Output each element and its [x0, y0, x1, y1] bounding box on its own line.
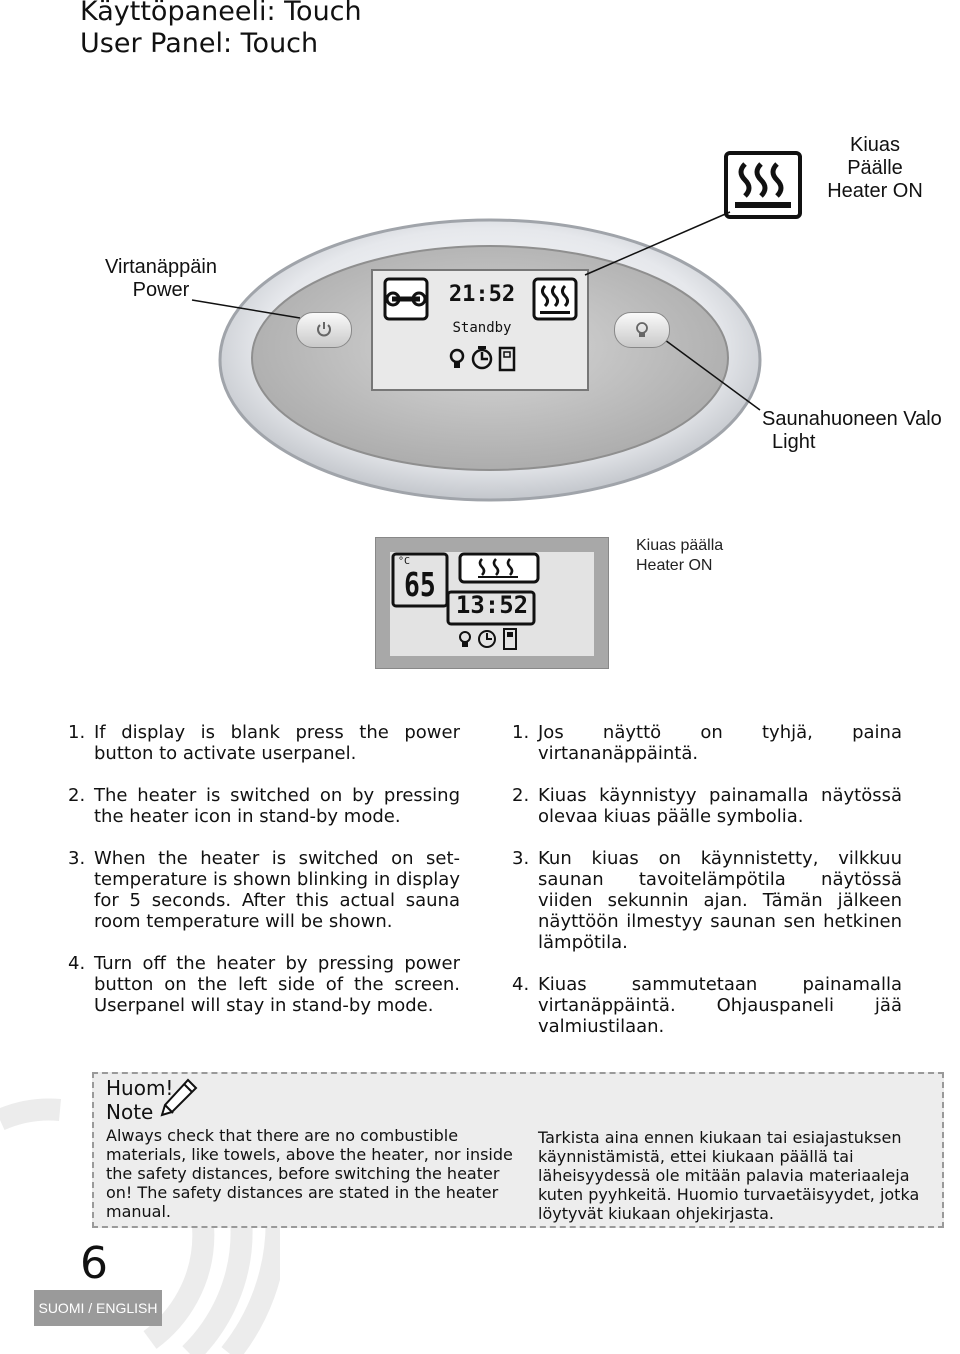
callout-heater-on-line2: Päälle	[847, 157, 903, 179]
callout-power-line1: Virtanäppäin	[105, 256, 217, 278]
list-item-text: Kun kiuas on käynnistetty, vilkkuu saunan tavoitelämpötila näytössä viiden sekunnin ajan. Tämän jälkeen näyttöön ilmestyy saunan sen hetkinen lämpötila.	[538, 848, 902, 953]
list-item-number: 3.	[68, 848, 86, 869]
list-item	[68, 953, 460, 1016]
bulb-icon	[451, 350, 463, 368]
power-button[interactable]	[296, 312, 352, 348]
callout-heater-on-small-line1: Kiuas päälla	[636, 537, 724, 554]
panel-status: Standby	[452, 320, 512, 336]
list-item-number: 3.	[512, 848, 530, 869]
list-item	[68, 722, 460, 764]
callout-power-line2: Power	[132, 279, 190, 301]
language-tab: SUOMI / ENGLISH	[34, 1290, 162, 1326]
light-button[interactable]	[614, 312, 670, 348]
note-text-en: Always check that there are no combustible materials, like towels, above the heater, nor inside the safety distances, before switching the heater on! The safety distances are stated in the heater manual.	[106, 1126, 513, 1221]
list-item	[512, 848, 902, 953]
temp-unit: °C	[398, 556, 411, 567]
instructions-en	[68, 722, 460, 1037]
list-item-number: 4.	[512, 974, 530, 995]
list-item-text: Turn off the heater by pressing power button on the left side of the screen. Userpanel will stay in stand-by mode.	[94, 953, 460, 1016]
panel-time: 21:52	[448, 282, 516, 307]
note-text-fi: Tarkista aina ennen kiukaan tai esiajastuksen käynnistämistä, ettei kiukaan päällä tai läheisyydessä ole mitään palavia materiaaleja kuten pyyhkeitä. Huomio turvaetäisyydet, jotka löytyvät kiukaan ohjekirjasta.	[538, 1128, 920, 1223]
heater-icon-small[interactable]	[534, 279, 576, 319]
list-item-text: If display is blank press the power button to activate userpanel.	[94, 722, 460, 764]
title-fi: Käyttöpaneeli: Touch	[80, 0, 362, 27]
list-item-number: 1.	[512, 722, 530, 743]
list-item	[512, 722, 902, 764]
callout-heater-on-small-line2: Heater ON	[636, 557, 713, 574]
power-icon	[315, 321, 333, 339]
list-item-number: 2.	[68, 785, 86, 806]
callout-lines	[0, 0, 960, 520]
list-item-text: Kiuas sammutetaan painamalla virtanäppäintä. Ohjauspaneli jää valmiustilaan.	[538, 974, 902, 1037]
callout-heater-on-line1: Kiuas	[849, 134, 901, 156]
callout-heater-on-small	[636, 536, 723, 576]
callout-light-line1: Saunahuoneen Valo	[762, 408, 942, 430]
list-item	[68, 848, 460, 932]
callout-heater-on-line3: Heater ON	[827, 180, 923, 202]
instructions-fi	[512, 722, 902, 1058]
page-number: 6	[80, 1238, 108, 1289]
list-item-number: 2.	[512, 785, 530, 806]
wrench-icon[interactable]	[385, 279, 427, 319]
display-time: 13:52	[455, 591, 529, 619]
list-item	[68, 785, 460, 827]
list-item-text: When the heater is switched on set-temperature is shown blinking in display for 5 seconds. After this actual sauna room temperature will be shown.	[94, 848, 460, 932]
note-label-en: Note	[106, 1100, 154, 1124]
list-item-text: The heater is switched on by pressing the heater icon in stand-by mode.	[94, 785, 460, 827]
temp-value: 65	[404, 565, 436, 604]
note-label-fi: Huom!	[106, 1076, 174, 1100]
title-en: User Panel: Touch	[80, 28, 319, 59]
bulb-icon	[634, 321, 650, 339]
pencil-icon	[158, 1076, 202, 1122]
callout-light-line2: Light	[772, 431, 816, 453]
list-item-text: Kiuas käynnistyy painamalla näytössä olevaa kiuas päälle symbolia.	[538, 785, 902, 827]
list-item-number: 1.	[68, 722, 86, 743]
list-item	[512, 785, 902, 827]
list-item	[512, 974, 902, 1037]
door-icon	[500, 348, 514, 370]
list-item-text: Jos näyttö on tyhjä, paina virtananäppäintä.	[538, 722, 902, 764]
list-item-number: 4.	[68, 953, 86, 974]
timer-icon	[473, 346, 491, 368]
